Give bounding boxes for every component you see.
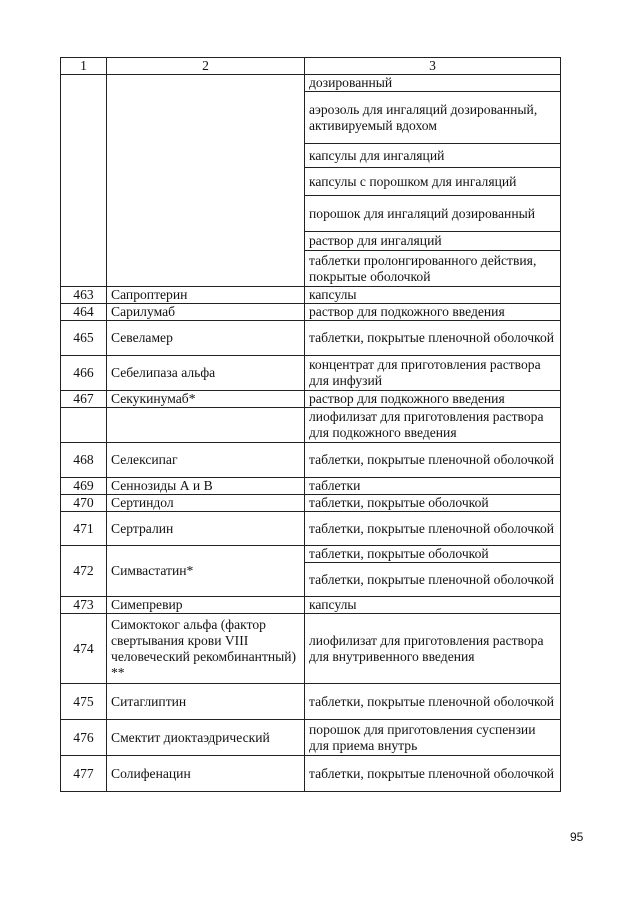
table-row <box>61 287 561 304</box>
drug-name: Симепревир <box>107 597 305 614</box>
row-number: 474 <box>61 614 107 684</box>
row-number: 477 <box>61 756 107 792</box>
dosage-form: таблетки, покрытые пленочной оболочкой <box>305 443 561 478</box>
drug-name: Смектит диоктаэдрический <box>107 720 305 756</box>
row-number: 466 <box>61 356 107 391</box>
drug-name: Сеннозиды А и В <box>107 478 305 495</box>
drug-name: Севеламер <box>107 321 305 356</box>
row-number: 468 <box>61 443 107 478</box>
row-number: 473 <box>61 597 107 614</box>
dosage-form: порошок для ингаляций дозированный <box>305 196 561 232</box>
table-row <box>61 391 561 408</box>
table-row <box>61 304 561 321</box>
dosage-form: таблетки, покрытые пленочной оболочкой <box>305 321 561 356</box>
header-col-1: 1 <box>61 58 107 75</box>
row-number: 475 <box>61 684 107 720</box>
drug-name <box>107 75 305 287</box>
dosage-form: таблетки, покрытые пленочной оболочкой <box>305 563 561 597</box>
table-row <box>61 720 561 756</box>
row-number: 469 <box>61 478 107 495</box>
row-number: 464 <box>61 304 107 321</box>
table-row <box>61 546 561 563</box>
dosage-form: таблетки, покрытые пленочной оболочкой <box>305 684 561 720</box>
row-number: 476 <box>61 720 107 756</box>
header-col-2: 2 <box>107 58 305 75</box>
dosage-form: лиофилизат для приготовления раствора для подкожного введения <box>305 408 561 443</box>
table-row <box>61 443 561 478</box>
drug-name: Сарилумаб <box>107 304 305 321</box>
table-row <box>61 756 561 792</box>
drug-name: Солифенацин <box>107 756 305 792</box>
row-number: 465 <box>61 321 107 356</box>
table-row <box>61 478 561 495</box>
dosage-form: порошок для приготовления суспензии для приема внутрь <box>305 720 561 756</box>
row-number: 463 <box>61 287 107 304</box>
dosage-form: таблетки, покрытые оболочкой <box>305 546 561 563</box>
row-number <box>61 408 107 443</box>
drug-name: Сертралин <box>107 512 305 546</box>
drug-list-table <box>60 57 561 792</box>
dosage-form: концентрат для приготовления раствора для инфузий <box>305 356 561 391</box>
drug-name: Сертиндол <box>107 495 305 512</box>
dosage-form: дозированный <box>305 75 561 92</box>
row-number: 467 <box>61 391 107 408</box>
drug-name: Селексипаг <box>107 443 305 478</box>
drug-name: Себелипаза альфа <box>107 356 305 391</box>
table-row <box>61 684 561 720</box>
table-row <box>61 614 561 684</box>
row-number <box>61 75 107 287</box>
dosage-form: таблетки пролонгированного действия, покрытые оболочкой <box>305 251 561 287</box>
table-row <box>61 356 561 391</box>
drug-name: Симоктоког альфа (фактор свертывания крови VIII человеческий рекомбинантный) ** <box>107 614 305 684</box>
dosage-form: таблетки, покрытые пленочной оболочкой <box>305 512 561 546</box>
dosage-form: таблетки, покрытые оболочкой <box>305 495 561 512</box>
table-row <box>61 597 561 614</box>
dosage-form: лиофилизат для приготовления раствора для внутривенного введения <box>305 614 561 684</box>
row-number: 471 <box>61 512 107 546</box>
table-row <box>61 408 561 443</box>
table-row <box>61 495 561 512</box>
dosage-form: капсулы для ингаляций <box>305 144 561 168</box>
drug-name: Секукинумаб* <box>107 391 305 408</box>
table-row <box>61 321 561 356</box>
drug-name <box>107 408 305 443</box>
page-number: 95 <box>570 830 584 844</box>
drug-name: Сапроптерин <box>107 287 305 304</box>
dosage-form: капсулы с порошком для ингаляций <box>305 168 561 196</box>
dosage-form: капсулы <box>305 287 561 304</box>
table-row <box>61 512 561 546</box>
row-number: 472 <box>61 546 107 597</box>
header-col-3: 3 <box>305 58 561 75</box>
dosage-form: капсулы <box>305 597 561 614</box>
table-header-row <box>61 58 561 75</box>
dosage-form: таблетки, покрытые пленочной оболочкой <box>305 756 561 792</box>
dosage-form: раствор для подкожного введения <box>305 391 561 408</box>
drug-name: Ситаглиптин <box>107 684 305 720</box>
dosage-form: аэрозоль для ингаляций дозированный, активируемый вдохом <box>305 92 561 144</box>
row-number: 470 <box>61 495 107 512</box>
dosage-form: таблетки <box>305 478 561 495</box>
table-row <box>61 75 561 92</box>
dosage-form: раствор для ингаляций <box>305 232 561 251</box>
drug-name: Симвастатин* <box>107 546 305 597</box>
dosage-form: раствор для подкожного введения <box>305 304 561 321</box>
